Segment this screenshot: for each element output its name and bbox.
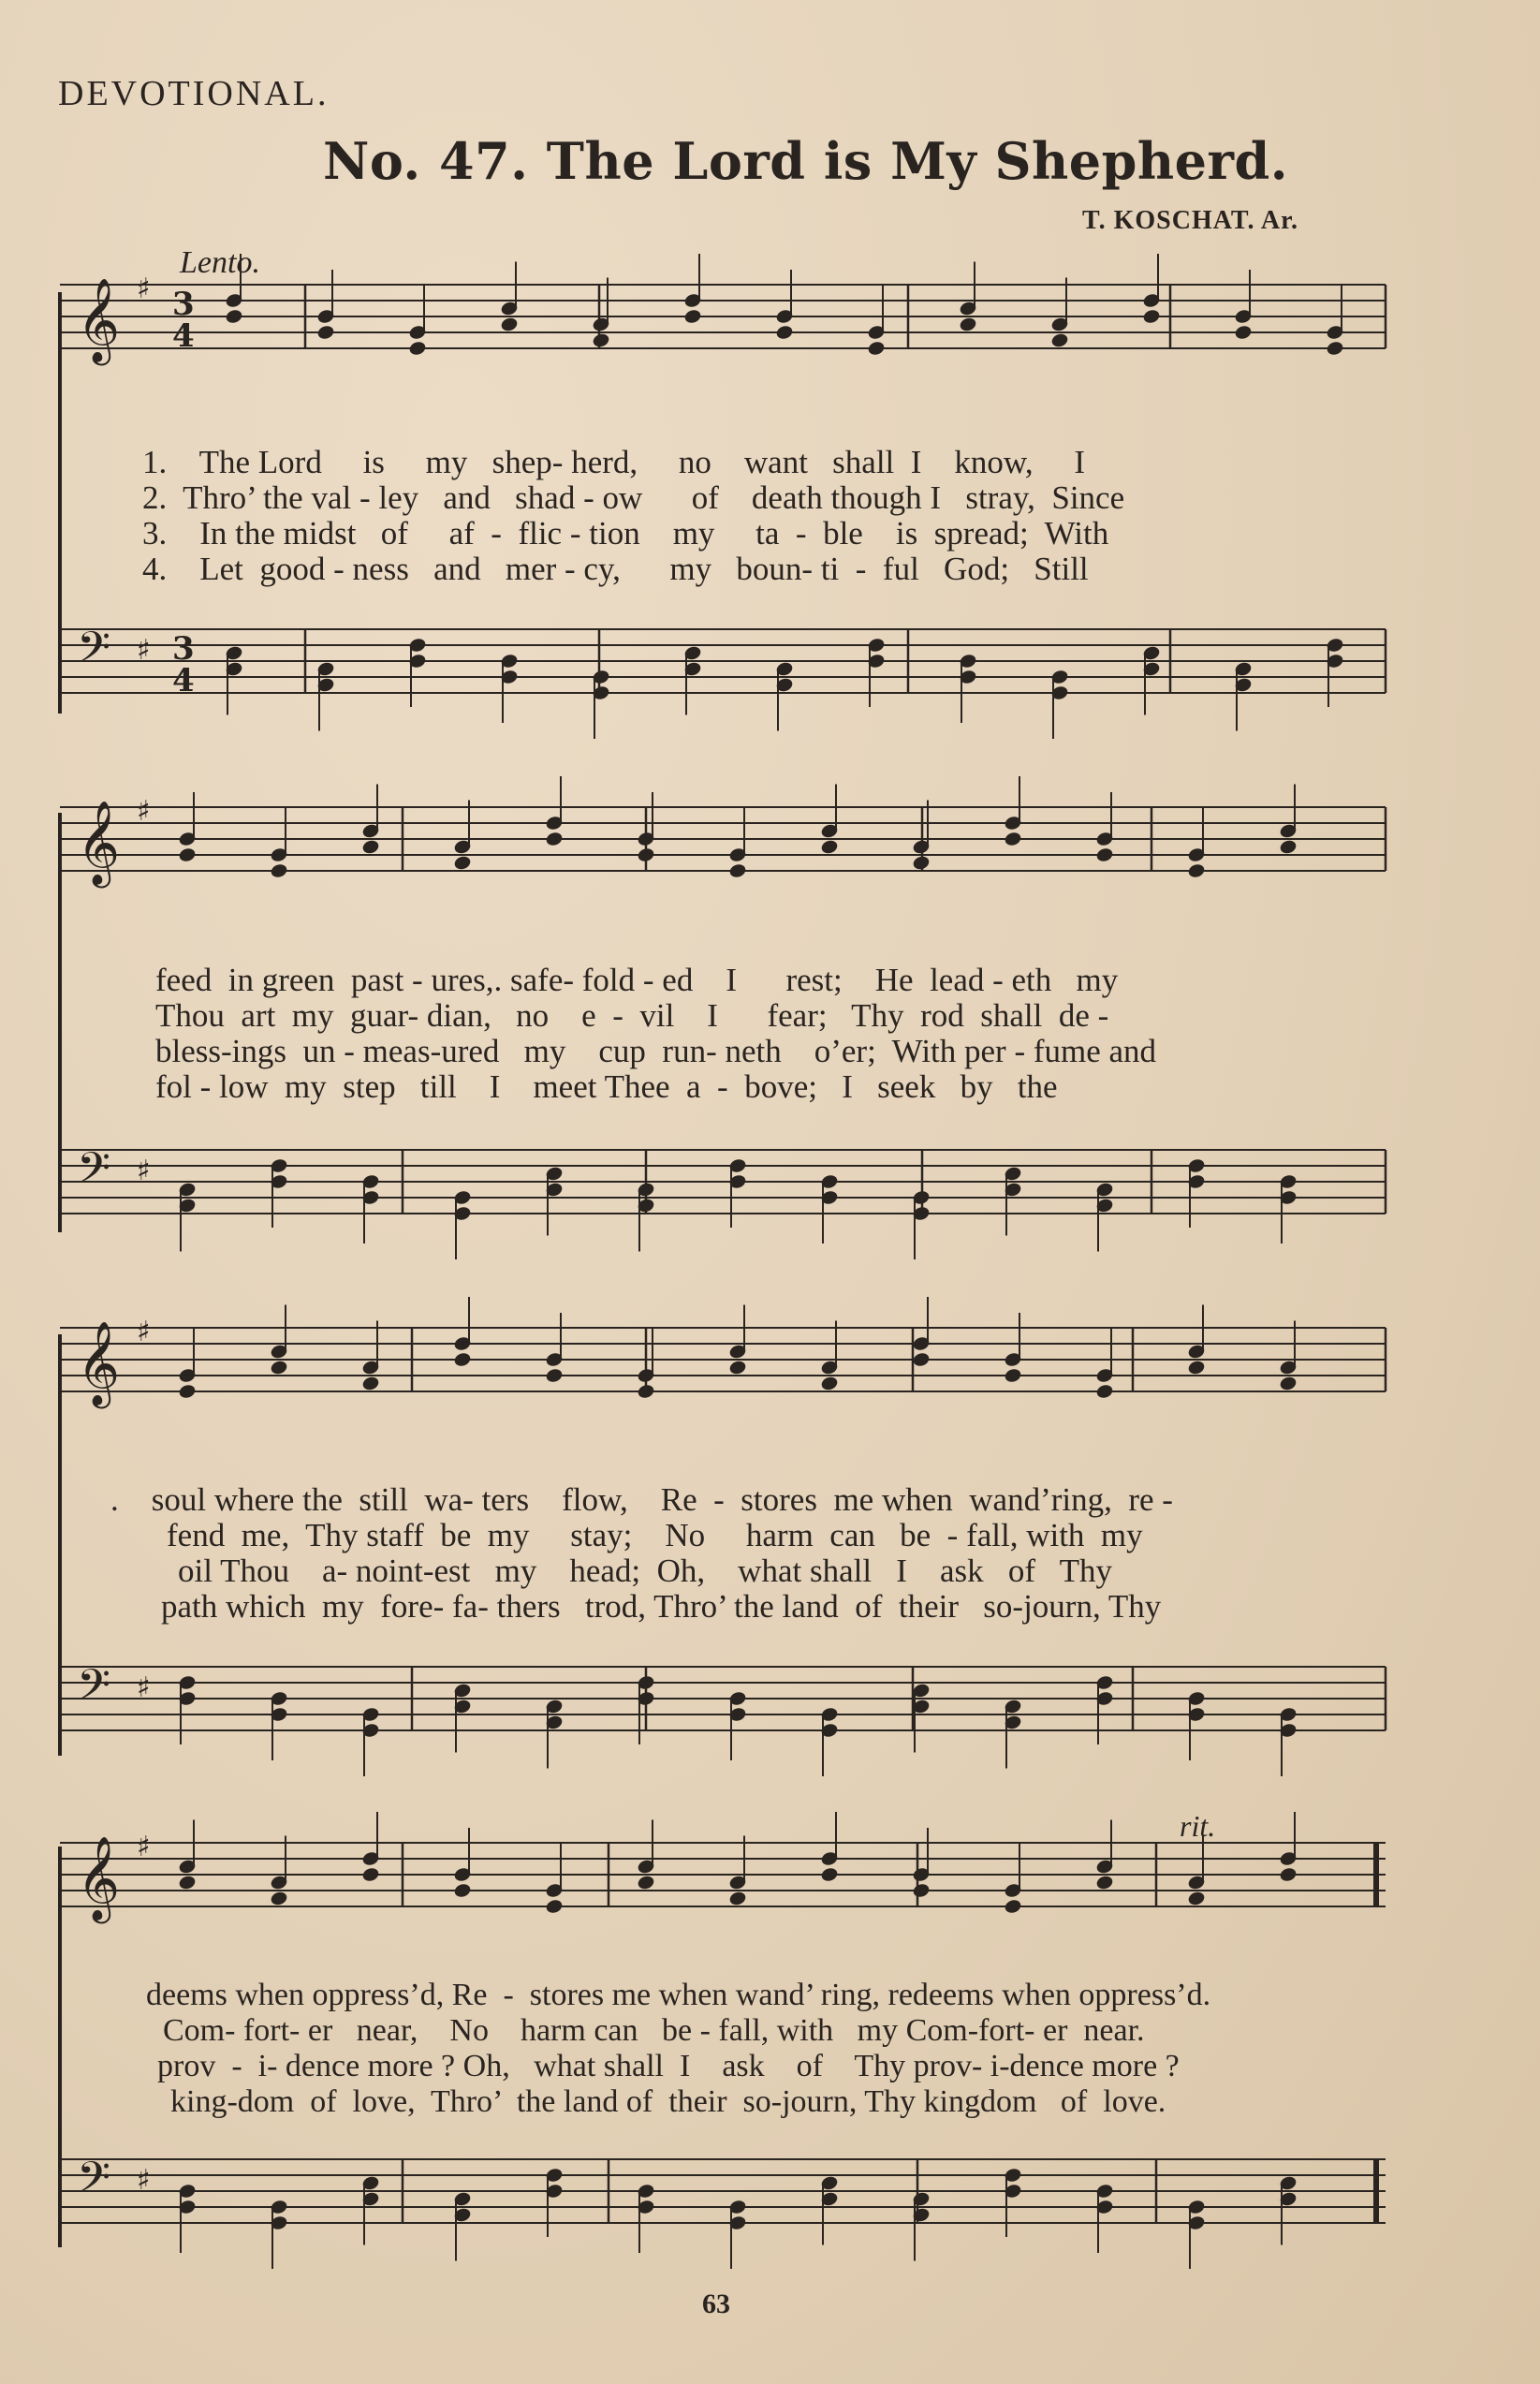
bass-clef-icon: 𝄢	[77, 2153, 111, 2214]
note-head	[1279, 839, 1297, 855]
note-head	[1004, 1368, 1021, 1384]
note-head	[178, 1875, 196, 1891]
note-head	[728, 1891, 746, 1906]
sharp-icon: ♯	[137, 1316, 151, 1348]
sharp-icon: ♯	[137, 795, 151, 828]
note-head	[637, 1384, 654, 1400]
note-head	[453, 1352, 471, 1368]
note-head	[316, 325, 334, 341]
sharp-icon: ♯	[137, 272, 151, 305]
note-head	[820, 1376, 838, 1391]
note-head	[408, 341, 426, 357]
lyric-line-s3-v1: . soul where the still wa- ters flow, Re - stores me when wand’ring, re -	[110, 1481, 1173, 1518]
note-head	[1187, 1360, 1205, 1376]
note-head	[361, 839, 379, 855]
lyric-line-s4-v4: king-dom of love, Thro’ the land of their so-journ, Thy kingdom of love.	[170, 2084, 1166, 2119]
treble-clef-icon: 𝄞	[77, 1321, 121, 1405]
note-head	[1004, 1899, 1021, 1915]
time-signature: 4	[172, 662, 195, 699]
lyric-line-s1-v3: 3. In the midst of af - flic - tion my ta - ble is spread; With	[142, 515, 1109, 552]
note-head	[728, 863, 746, 879]
lyric-line-s4-v3: prov - i- dence more ? Oh, what shall I ask of Thy prov- i-dence more ?	[157, 2049, 1180, 2083]
lyric-line-s1-v1: 1. The Lord is my shep- herd, no want shall I know, I	[142, 444, 1086, 480]
section-heading: DEVOTIONAL.	[58, 74, 330, 113]
lyric-line-s2-v1: feed in green past - ures,. safe- fold - ed I rest; He lead - eth my	[155, 962, 1119, 998]
note-head	[500, 316, 518, 332]
sharp-icon: ♯	[137, 1831, 151, 1863]
note-head	[820, 839, 838, 855]
ritardando-marking: rit.	[1180, 1809, 1216, 1843]
note-head	[1142, 309, 1160, 325]
note-head	[361, 1867, 379, 1883]
lyric-line-s4-v2: Com- fort- er near, No harm can be - fall, with my Com-fort- er near.	[163, 2013, 1145, 2048]
sharp-icon: ♯	[137, 634, 151, 667]
lyric-line-s2-v4: fol - low my step till I meet Thee a - bove; I seek by the	[155, 1068, 1058, 1105]
note-head	[270, 1891, 287, 1906]
note-head	[912, 1883, 930, 1899]
time-signature: 4	[172, 317, 195, 355]
tempo-marking: Lento.	[180, 245, 260, 280]
lyric-line-s3-v4: path which my fore- fa- thers trod, Thro’ the land of their so-journ, Thy	[161, 1588, 1162, 1625]
note-head	[959, 316, 976, 332]
note-head	[361, 1376, 379, 1391]
lyric-line-s3-v3: oil Thou a- noint-est my head; Oh, what shall I ask of Thy	[178, 1553, 1113, 1589]
note-head	[1050, 332, 1068, 348]
bass-clef-icon: 𝄢	[77, 1143, 111, 1204]
note-head	[178, 847, 196, 863]
lyric-line-s2-v2: Thou art my guar- dian, no e - vil I fear; Thy rod shall de -	[155, 997, 1109, 1034]
lyric-line-s1-v2: 2. Thro’ the val - ley and shad - ow of death though I stray, Since	[142, 479, 1125, 516]
bass-clef-icon: 𝄢	[77, 623, 111, 684]
sharp-icon: ♯	[137, 1671, 151, 1704]
note-head	[1279, 1867, 1297, 1883]
note-head	[1095, 1875, 1113, 1891]
treble-clef-icon: 𝄞	[77, 278, 121, 362]
note-head	[820, 1867, 838, 1883]
treble-clef-icon: 𝄞	[77, 1836, 121, 1920]
note-head	[912, 855, 930, 871]
time-signature: 3	[172, 630, 195, 668]
note-head	[545, 1368, 563, 1384]
note-head	[1187, 1891, 1205, 1906]
lyric-line-s2-v3: bless-ings un - meas-ured my cup run- neth o’er; With per - fume and	[155, 1033, 1157, 1069]
note-head	[453, 855, 471, 871]
note-head	[1095, 847, 1113, 863]
note-head	[270, 1360, 287, 1376]
note-head	[728, 1360, 746, 1376]
treble-clef-icon: 𝄞	[77, 801, 121, 885]
note-head	[545, 1899, 563, 1915]
lyric-line-s4-v1: deems when oppress’d, Re - stores me when wand’ ring, redeems when oppress’d.	[146, 1978, 1211, 2012]
sharp-icon: ♯	[137, 2164, 151, 2197]
note-head	[545, 831, 563, 847]
sharp-icon: ♯	[137, 1155, 151, 1187]
lyric-line-s3-v2: fend me, Thy staff be my stay; No harm can be - fall, with my	[167, 1517, 1143, 1553]
note-head	[178, 1384, 196, 1400]
note-head	[1326, 341, 1343, 357]
note-head	[637, 1875, 654, 1891]
page-number: 63	[702, 2288, 730, 2319]
note-head	[683, 309, 701, 325]
note-head	[637, 847, 654, 863]
note-head	[592, 332, 609, 348]
note-head	[1095, 1384, 1113, 1400]
bass-clef-icon: 𝄢	[77, 1660, 111, 1721]
lyric-line-s1-v4: 4. Let good - ness and mer - cy, my boun- ti - ful God; Still	[142, 551, 1089, 587]
note-head	[1279, 1376, 1297, 1391]
note-head	[453, 1883, 471, 1899]
note-head	[867, 341, 885, 357]
hymn-title: No. 47. The Lord is My Shepherd.	[323, 131, 1289, 191]
composer-credit: T. KOSCHAT. Ar.	[1082, 206, 1299, 235]
note-head	[775, 325, 793, 341]
time-signature: 3	[172, 286, 195, 323]
note-head	[225, 309, 242, 325]
note-head	[270, 863, 287, 879]
note-head	[1187, 863, 1205, 879]
note-head	[1234, 325, 1252, 341]
note-head	[912, 1352, 930, 1368]
note-head	[1004, 831, 1021, 847]
